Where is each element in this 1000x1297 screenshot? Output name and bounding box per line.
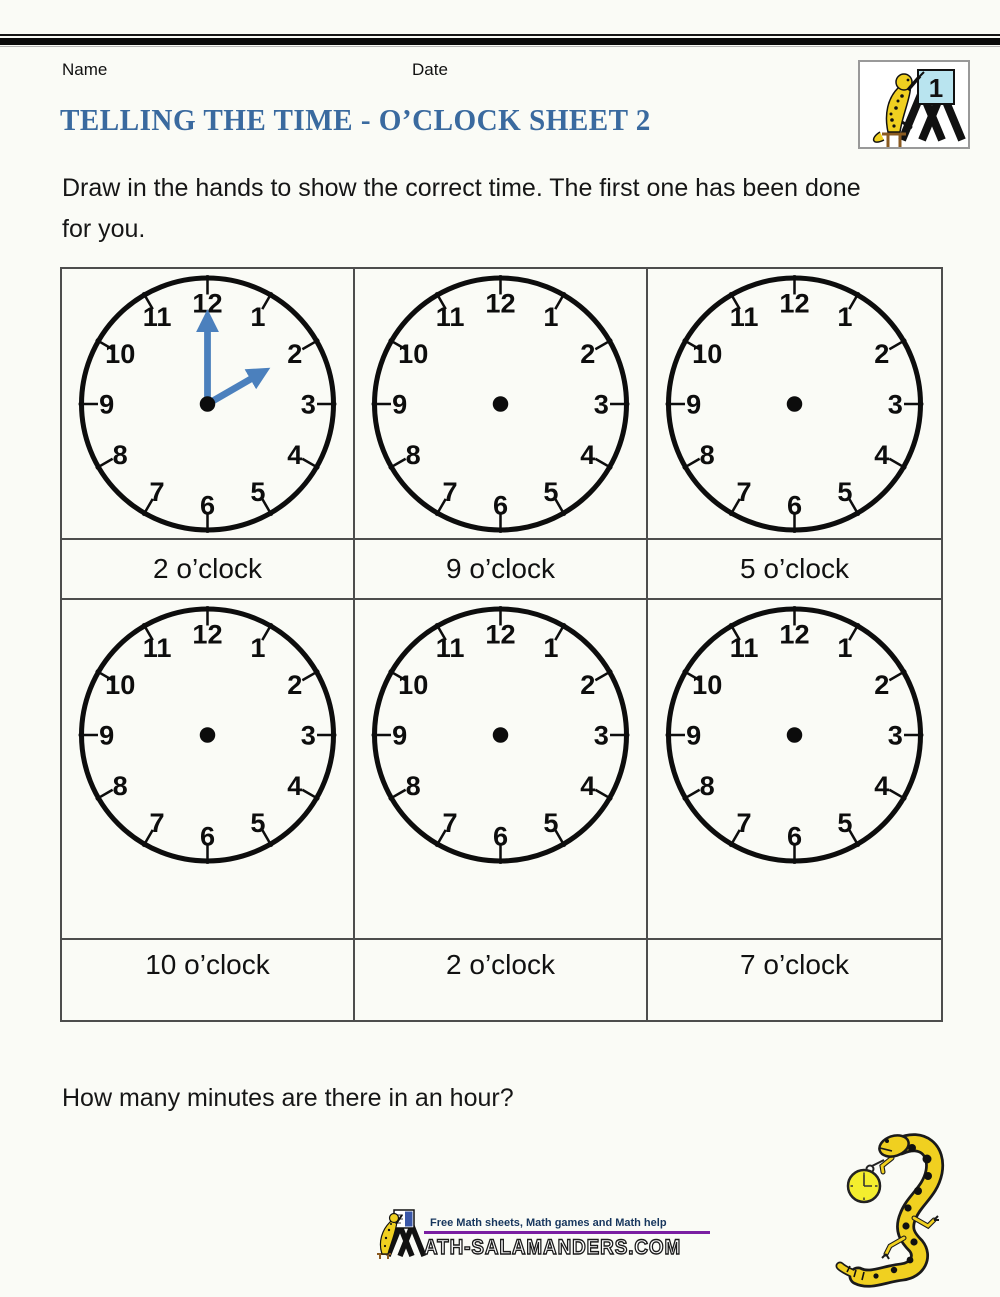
clock-number: 2 (287, 338, 303, 370)
clock-number: 1 (250, 301, 266, 333)
clock-number: 12 (485, 618, 516, 650)
footer-tagline: Free Math sheets, Math games and Math help (430, 1217, 667, 1229)
clock-cell-3 (648, 269, 941, 540)
clock-number: 6 (199, 489, 216, 521)
clock-number: 3 (593, 388, 609, 420)
clock-label-4: 10 o’clock (62, 940, 355, 1020)
clock-number: 2 (287, 669, 303, 701)
footer-divider (424, 1231, 710, 1234)
clock-number: 3 (300, 719, 316, 751)
clock-center-dot (787, 396, 803, 412)
clock-number: 8 (112, 438, 128, 470)
clock-face-3 (653, 272, 936, 536)
clock-number: 6 (786, 489, 803, 521)
clock-label-1: 2 o’clock (62, 540, 355, 600)
clock-number: 6 (492, 820, 509, 852)
top-border-thick (0, 38, 1000, 45)
badge-logo-graphic (858, 60, 970, 149)
top-border-gray (0, 46, 1000, 47)
clock-number: 11 (435, 301, 465, 333)
clock-number: 12 (192, 618, 223, 650)
clock-number: 10 (692, 669, 723, 701)
clock-number: 3 (300, 388, 316, 420)
clock-number: 2 (580, 338, 596, 370)
clock-number: 10 (398, 669, 429, 701)
clock-number: 3 (887, 388, 903, 420)
clock-number: 5 (543, 475, 559, 507)
clock-number: 3 (887, 719, 903, 751)
page-title: TELLING THE TIME - O’CLOCK SHEET 2 (60, 102, 651, 137)
clock-number: 4 (287, 769, 303, 801)
clock-number: 10 (398, 338, 429, 370)
clock-number: 11 (729, 632, 759, 664)
clock-number: 4 (287, 438, 303, 470)
clock-number: 10 (105, 669, 136, 701)
clock-number: 9 (686, 388, 702, 420)
clock-number: 10 (692, 338, 723, 370)
clock-number: 6 (199, 820, 216, 852)
clock-number: 11 (729, 301, 759, 333)
clock-number: 7 (736, 475, 752, 507)
instructions-line-1: Draw in the hands to show the correct time. The first one has been done (62, 174, 861, 202)
clock-cell-1 (62, 269, 355, 540)
clock-number: 9 (99, 388, 115, 420)
clock-number: 12 (779, 618, 810, 650)
clock-number: 4 (580, 438, 596, 470)
clock-number: 7 (736, 806, 752, 838)
clock-number: 7 (149, 806, 165, 838)
clock-number: 11 (142, 301, 172, 333)
clock-face-4 (66, 603, 349, 867)
footer-logo-icon (372, 1208, 430, 1260)
clock-number: 2 (874, 669, 890, 701)
clock-label-6: 7 o’clock (740, 949, 849, 980)
bottom-question: How many minutes are there in an hour? (62, 1084, 514, 1112)
clock-number: 7 (442, 475, 458, 507)
clock-number: 8 (405, 438, 421, 470)
math-salamanders-badge-logo (858, 60, 970, 154)
clock-number: 4 (580, 769, 596, 801)
clock-number: 12 (485, 287, 516, 319)
clock-number: 5 (250, 475, 266, 507)
clock-label-2: 9 o’clock (355, 540, 648, 600)
clock-center-dot (200, 727, 216, 743)
clock-number: 1 (250, 632, 266, 664)
clock-face-6 (653, 603, 936, 867)
clock-label-3: 5 o’clock (648, 540, 941, 600)
clock-number: 1 (543, 632, 559, 664)
clock-number: 9 (392, 719, 408, 751)
clock-center-dot (200, 396, 216, 412)
clock-cell-2 (355, 269, 648, 540)
clock-number: 12 (192, 287, 223, 319)
salamander-graphic (826, 1120, 988, 1292)
clock-number: 11 (142, 632, 172, 664)
clock-number: 1 (837, 301, 853, 333)
clock-cell-4 (62, 600, 355, 940)
date-label: Date (412, 60, 448, 79)
clock-number: 5 (837, 475, 853, 507)
clock-cell-5 (355, 600, 648, 940)
clock-face-1 (66, 272, 349, 536)
clock-number: 4 (874, 438, 890, 470)
clock-center-dot (493, 727, 509, 743)
clock-cell-6 (648, 600, 941, 940)
clock-number: 1 (837, 632, 853, 664)
clock-number: 6 (492, 489, 509, 521)
instructions-line-2: for you. (62, 215, 146, 243)
clock-center-dot (787, 727, 803, 743)
clock-number: 8 (405, 769, 421, 801)
clock-face-5 (359, 603, 642, 867)
footer-site-text: ATH-SALAMANDERS.COM (424, 1236, 682, 1259)
clock-number: 6 (786, 820, 803, 852)
clocks-table (60, 267, 943, 1022)
clock-number: 9 (99, 719, 115, 751)
clock-number: 5 (837, 806, 853, 838)
salamander-body (840, 1132, 939, 1280)
logo-number: 1 (928, 73, 944, 103)
footer-brand (372, 1208, 710, 1260)
clock-number: 10 (105, 338, 136, 370)
clock-number: 4 (874, 769, 890, 801)
clock-number: 11 (435, 632, 465, 664)
clock-number: 2 (874, 338, 890, 370)
clock-number: 7 (149, 475, 165, 507)
clock-number: 1 (543, 301, 559, 333)
hour-hand (208, 377, 254, 404)
name-label: Name (62, 60, 108, 79)
clock-number: 7 (442, 806, 458, 838)
instructions (62, 168, 861, 250)
clock-number: 9 (686, 719, 702, 751)
clock-label-5: 2 o’clock (355, 940, 648, 1020)
clock-number: 5 (250, 806, 266, 838)
clock-number: 8 (699, 769, 715, 801)
clock-number: 9 (392, 388, 408, 420)
top-border-thin (0, 34, 1000, 36)
clock-number: 8 (112, 769, 128, 801)
clock-number: 8 (699, 438, 715, 470)
clock-center-dot (493, 396, 509, 412)
clock-number: 5 (543, 806, 559, 838)
clock-face-2 (359, 272, 642, 536)
pocket-watch (848, 1160, 884, 1202)
clock-number: 2 (580, 669, 596, 701)
salamander-with-watch-illustration (826, 1120, 988, 1297)
clock-number: 12 (779, 287, 810, 319)
clock-number: 3 (593, 719, 609, 751)
